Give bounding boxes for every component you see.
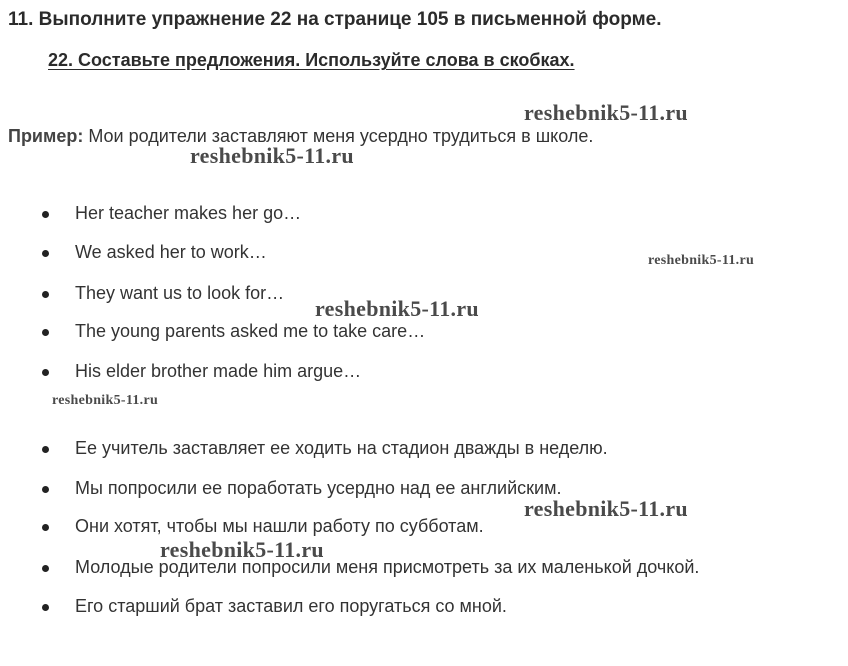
- example-text: Мои родители заставляют меня усердно трудиться в школе.: [83, 126, 594, 146]
- watermark: reshebnik5-11.ru: [524, 100, 688, 125]
- bullet-icon: [42, 291, 49, 298]
- bullet-icon: [42, 604, 49, 611]
- bullet-icon: [42, 211, 49, 218]
- bullet-icon: [42, 446, 49, 453]
- watermark: reshebnik5-11.ru: [648, 253, 755, 268]
- bullet-icon: [42, 565, 49, 572]
- bullet-icon: [42, 486, 49, 493]
- exercise-title: 11. Выполните упражнение 22 на странице 105 в письменной форме.: [8, 9, 662, 30]
- watermark: reshebnik5-11.ru: [52, 393, 159, 408]
- bullet-icon: [42, 524, 49, 531]
- watermark: reshebnik5-11.ru: [190, 143, 354, 168]
- bullet-icon: [42, 250, 49, 257]
- watermark: reshebnik5-11.ru: [524, 496, 688, 521]
- watermark: reshebnik5-11.ru: [160, 537, 324, 562]
- exercise-subtitle: 22. Составьте предложения. Используйте слова в скобках.: [48, 50, 575, 70]
- example-label: Пример:: [8, 126, 84, 146]
- bullet-icon: [42, 329, 49, 336]
- bullet-icon: [42, 369, 49, 376]
- watermark: reshebnik5-11.ru: [315, 296, 479, 321]
